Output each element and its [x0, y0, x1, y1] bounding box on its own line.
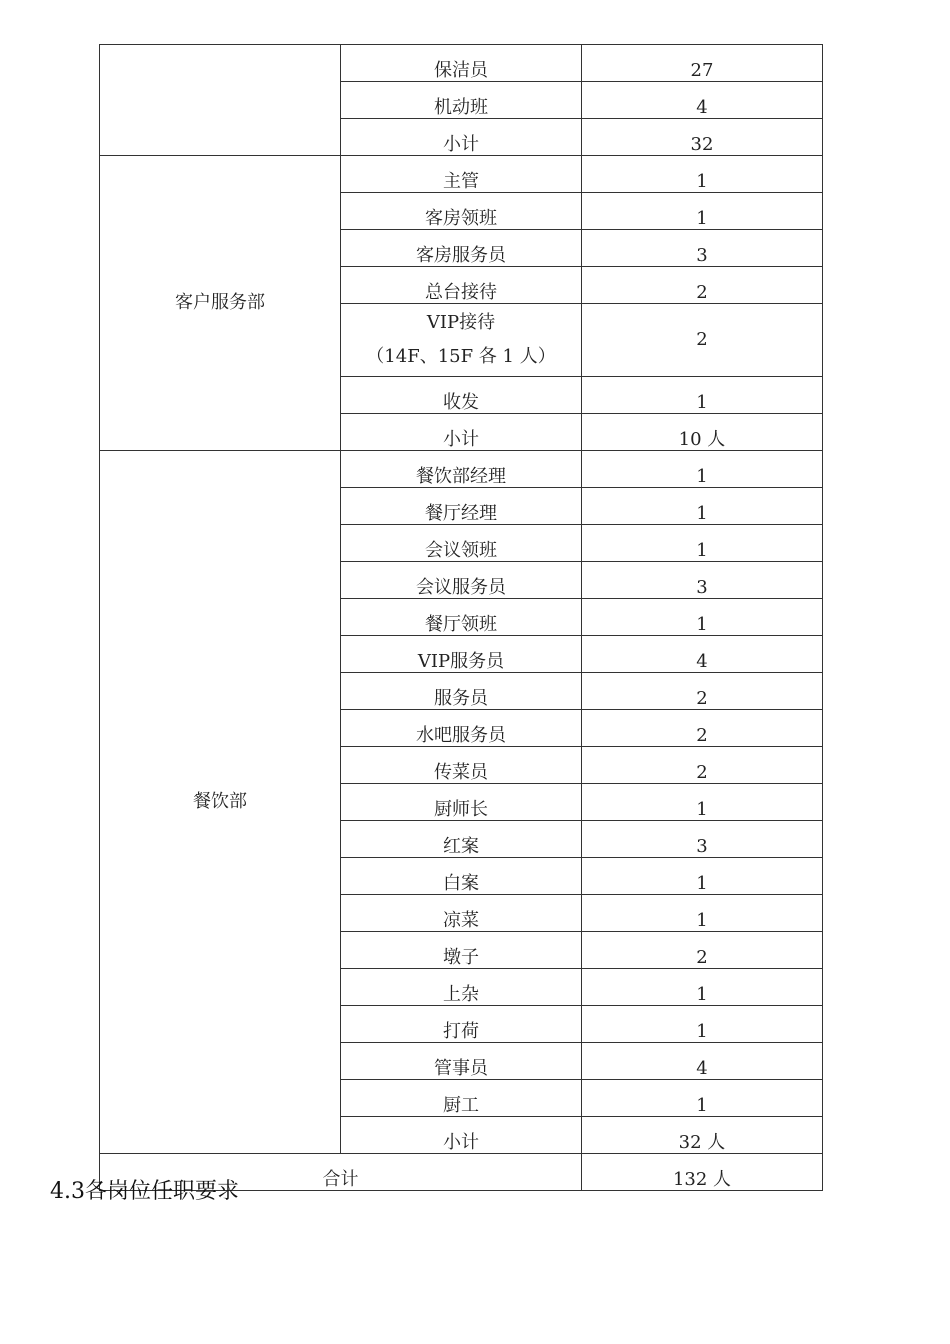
count-cell: 2	[582, 932, 823, 969]
role-cell: 机动班	[341, 82, 582, 119]
count-cell: 2	[582, 710, 823, 747]
count-cell: 1	[582, 1080, 823, 1117]
count-cell: 4	[582, 636, 823, 673]
department-cell: 客户服务部	[100, 156, 341, 451]
count-cell: 1	[582, 895, 823, 932]
count-cell: 2	[582, 747, 823, 784]
count-cell: 1	[582, 969, 823, 1006]
role-cell: 厨工	[341, 1080, 582, 1117]
role-cell: 小计	[341, 414, 582, 451]
count-cell: 4	[582, 1043, 823, 1080]
role-cell: 总台接待	[341, 267, 582, 304]
count-cell: 32 人	[582, 1117, 823, 1154]
count-cell: 3	[582, 562, 823, 599]
count-cell: 2	[582, 267, 823, 304]
role-cell: 餐厅领班	[341, 599, 582, 636]
role-cell: 白案	[341, 858, 582, 895]
count-cell: 10 人	[582, 414, 823, 451]
section-heading: 4.3各岗位任职要求	[50, 1179, 239, 1204]
role-cell: 餐饮部经理	[341, 451, 582, 488]
role-cell	[341, 304, 582, 377]
count-cell: 1	[582, 1006, 823, 1043]
role-note: （14F、15F 各 1 人）	[366, 346, 556, 367]
count-cell: 2	[582, 304, 823, 377]
count-cell: 3	[582, 821, 823, 858]
role-cell: 上杂	[341, 969, 582, 1006]
role-cell: 保洁员	[341, 45, 582, 82]
staffing-table	[99, 44, 823, 1191]
role-cell: 小计	[341, 1117, 582, 1154]
count-cell: 32	[582, 119, 823, 156]
role-cell: 小计	[341, 119, 582, 156]
role-cell: 厨师长	[341, 784, 582, 821]
role-cell: 服务员	[341, 673, 582, 710]
role-cell: 打荷	[341, 1006, 582, 1043]
count-cell: 4	[582, 82, 823, 119]
count-cell: 1	[582, 525, 823, 562]
table-row	[100, 451, 823, 488]
role-cell: 传菜员	[341, 747, 582, 784]
role-cell: 餐厅经理	[341, 488, 582, 525]
table-row	[100, 156, 823, 193]
count-cell: 1	[582, 451, 823, 488]
role-cell: 客房服务员	[341, 230, 582, 267]
count-cell: 1	[582, 377, 823, 414]
total-label: 合计	[100, 1154, 582, 1191]
count-cell: 27	[582, 45, 823, 82]
count-cell: 1	[582, 599, 823, 636]
staffing-table-body	[100, 45, 823, 1191]
total-count: 132 人	[582, 1154, 823, 1191]
role-cell: 收发	[341, 377, 582, 414]
role-cell: 凉菜	[341, 895, 582, 932]
role-cell: 会议服务员	[341, 562, 582, 599]
role-cell: 管事员	[341, 1043, 582, 1080]
count-cell: 2	[582, 673, 823, 710]
role-cell: 墩子	[341, 932, 582, 969]
department-cell	[100, 45, 341, 156]
role-cell: 主管	[341, 156, 582, 193]
role-cell: 会议领班	[341, 525, 582, 562]
role-name: VIP接待	[426, 312, 496, 333]
department-cell: 餐饮部	[100, 451, 341, 1154]
count-cell: 1	[582, 193, 823, 230]
role-cell: 客房领班	[341, 193, 582, 230]
role-cell: 水吧服务员	[341, 710, 582, 747]
table-row	[100, 45, 823, 82]
count-cell: 1	[582, 858, 823, 895]
role-cell: VIP服务员	[341, 636, 582, 673]
count-cell: 1	[582, 156, 823, 193]
count-cell: 1	[582, 784, 823, 821]
count-cell: 1	[582, 488, 823, 525]
count-cell: 3	[582, 230, 823, 267]
role-cell: 红案	[341, 821, 582, 858]
